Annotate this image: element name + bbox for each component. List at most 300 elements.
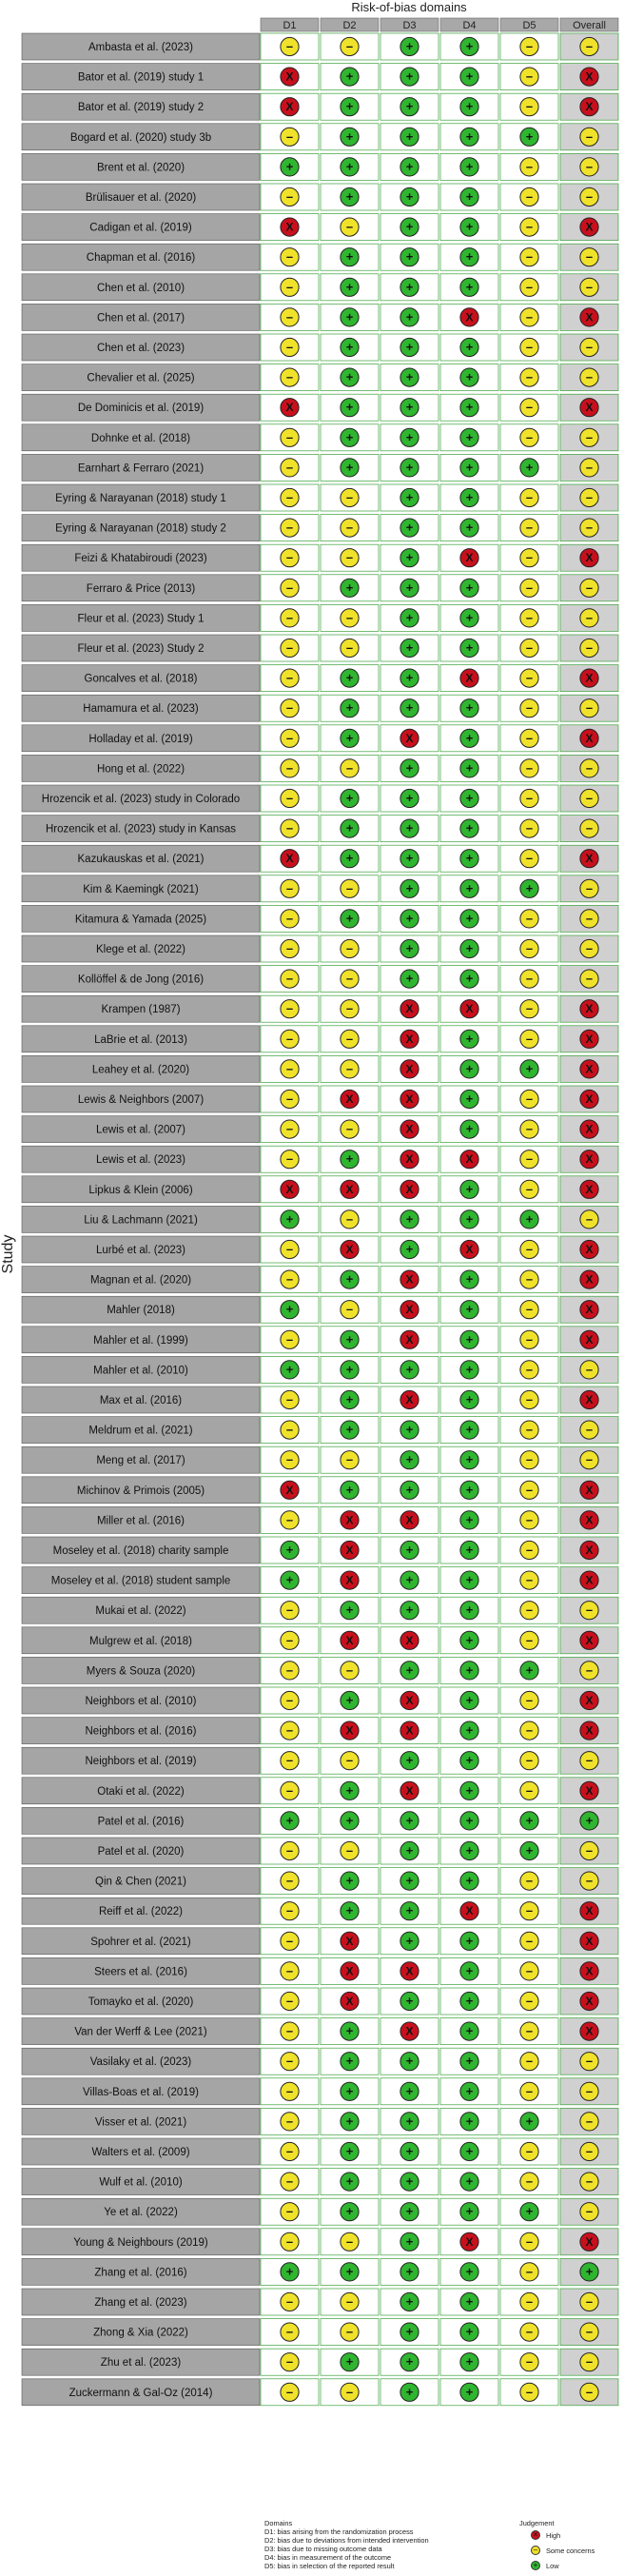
study-name: Otaki et al. (2022) xyxy=(97,1785,185,1798)
judgement-symbol: + xyxy=(465,490,474,504)
judgement-symbol: – xyxy=(345,941,354,955)
judgement-symbol: – xyxy=(525,1994,534,2008)
judgement-symbol: + xyxy=(285,159,294,174)
judgement-symbol: + xyxy=(585,1813,594,1828)
judgement-symbol: + xyxy=(465,39,474,53)
judgement-symbol: – xyxy=(525,2384,534,2399)
judgement-symbol: – xyxy=(285,1091,294,1106)
judgement-symbol: – xyxy=(345,1302,354,1317)
judgement-symbol: + xyxy=(345,1903,354,1918)
judgement-symbol: – xyxy=(585,1452,594,1467)
study-name: Chevalier et al. (2025) xyxy=(87,372,195,384)
judgement-symbol: + xyxy=(405,219,414,234)
judgement-symbol: – xyxy=(285,2173,294,2189)
judgement-symbol: – xyxy=(525,730,534,745)
judgement-symbol: – xyxy=(525,580,534,595)
judgement-symbol: + xyxy=(405,400,414,415)
judgement-symbol: + xyxy=(405,1873,414,1888)
judgement-symbol: + xyxy=(405,2354,414,2370)
legend-domain-d5: D5: bias in selection of the reported result xyxy=(264,2562,395,2570)
judgement-symbol: + xyxy=(345,911,354,926)
judgement-symbol: + xyxy=(345,820,354,836)
study-row xyxy=(22,725,618,752)
judgement-symbol: – xyxy=(525,1452,534,1467)
study-row xyxy=(22,2289,618,2315)
judgement-symbol: – xyxy=(285,791,294,805)
judgement-symbol: + xyxy=(405,2204,414,2219)
judgement-symbol: X xyxy=(405,1303,414,1317)
judgement-symbol: + xyxy=(345,1422,354,1437)
judgement-symbol: + xyxy=(465,1302,474,1317)
study-name: Earnhart & Ferraro (2021) xyxy=(77,462,205,475)
study-name: Moseley et al. (2018) charity sample xyxy=(52,1545,229,1557)
judgement-symbol: X xyxy=(585,1964,594,1978)
judgement-symbol: + xyxy=(465,580,474,595)
judgement-symbol: – xyxy=(285,490,294,504)
judgement-symbol: – xyxy=(585,369,594,384)
judgement-symbol: + xyxy=(345,1693,354,1707)
judgement-symbol: X xyxy=(345,1723,354,1738)
study-name: Lipkus & Klein (2006) xyxy=(88,1184,193,1196)
judgement-symbol: – xyxy=(285,39,294,53)
judgement-symbol: + xyxy=(525,2204,534,2219)
judgement-symbol: – xyxy=(285,1662,294,1678)
judgement-symbol: X xyxy=(405,1633,414,1647)
judgement-symbol: – xyxy=(525,309,534,324)
judgement-symbol: – xyxy=(525,1001,534,1016)
judgement-symbol: X xyxy=(585,1122,594,1136)
judgement-symbol: – xyxy=(285,1452,294,1467)
judgement-symbol: + xyxy=(465,1693,474,1707)
judgement-symbol: + xyxy=(465,1392,474,1406)
judgement-symbol: X xyxy=(465,2234,474,2249)
judgement-symbol: X xyxy=(585,671,594,685)
study-row xyxy=(22,2319,618,2346)
judgement-symbol: X xyxy=(585,1092,594,1106)
judgement-symbol: – xyxy=(525,1151,534,1167)
judgement-symbol: + xyxy=(465,1933,474,1948)
study-name: Kitamura & Yamada (2025) xyxy=(74,914,207,926)
judgement-symbol: – xyxy=(525,2144,534,2158)
study-row xyxy=(22,995,618,1022)
judgement-symbol: – xyxy=(285,1632,294,1647)
judgement-symbol: – xyxy=(285,460,294,475)
study-name: Feizi & Khatabiroudi (2023) xyxy=(74,553,207,565)
judgement-symbol: – xyxy=(525,1091,534,1106)
judgement-symbol: + xyxy=(345,2264,354,2279)
study-name: Moseley et al. (2018) student sample xyxy=(50,1575,231,1587)
judgement-symbol: + xyxy=(405,2233,414,2249)
judgement-symbol: + xyxy=(465,460,474,475)
judgement-symbol: – xyxy=(285,1242,294,1256)
judgement-symbol: X xyxy=(405,731,414,745)
judgement-symbol: + xyxy=(405,2114,414,2129)
legend-domains-list xyxy=(264,2527,429,2570)
judgement-symbol: + xyxy=(465,1782,474,1798)
study-row xyxy=(22,1086,618,1112)
study-row xyxy=(22,1807,618,1834)
study-name: Brülisauer et al. (2020) xyxy=(85,192,197,204)
judgement-symbol: X xyxy=(465,1243,474,1256)
some-concerns-icon: – xyxy=(531,2546,540,2555)
judgement-symbol: + xyxy=(465,610,474,625)
judgement-symbol: + xyxy=(465,730,474,745)
judgement-symbol: – xyxy=(345,610,354,625)
judgement-symbol: + xyxy=(585,2264,594,2279)
judgement-symbol: + xyxy=(405,941,414,955)
judgement-symbol: + xyxy=(345,2054,354,2069)
judgement-symbol: + xyxy=(465,1994,474,2008)
study-name: Patel et al. (2016) xyxy=(97,1816,185,1828)
study-name: Zhang et al. (2016) xyxy=(94,2267,187,2279)
study-name: Lewis et al. (2023) xyxy=(96,1154,185,1167)
study-row xyxy=(22,1296,618,1323)
judgement-symbol: – xyxy=(285,610,294,625)
judgement-symbol: – xyxy=(285,1903,294,1918)
judgement-symbol: – xyxy=(585,340,594,354)
judgement-symbol: X xyxy=(405,1723,414,1738)
study-row xyxy=(22,1477,618,1504)
judgement-symbol: – xyxy=(585,1362,594,1377)
judgement-symbol: – xyxy=(345,1061,354,1076)
judgement-symbol: + xyxy=(405,760,414,776)
study-row xyxy=(22,1838,618,1864)
judgement-symbol: X xyxy=(345,1573,354,1587)
judgement-symbol: – xyxy=(585,2354,594,2370)
judgement-symbol: – xyxy=(285,1963,294,1978)
judgement-symbol: X xyxy=(345,1633,354,1647)
judgement-symbol: – xyxy=(285,1121,294,1136)
study-name: Neighbors et al. (2016) xyxy=(85,1725,197,1738)
study-name: Kollöffel & de Jong (2016) xyxy=(77,973,205,986)
judgement-symbol: + xyxy=(345,128,354,144)
judgement-symbol: + xyxy=(465,1843,474,1858)
judgement-symbol: – xyxy=(285,2114,294,2129)
judgement-symbol: – xyxy=(345,2384,354,2399)
study-name: Michinov & Primois (2005) xyxy=(76,1485,205,1497)
judgement-symbol: – xyxy=(585,2144,594,2158)
header-label-d1: D1 xyxy=(283,20,297,31)
judgement-symbol: – xyxy=(285,249,294,265)
judgement-symbol: – xyxy=(525,1632,534,1647)
study-row xyxy=(22,64,618,90)
study-row xyxy=(22,1206,618,1232)
judgement-symbol: + xyxy=(405,1603,414,1618)
judgement-symbol: + xyxy=(405,610,414,625)
study-row xyxy=(22,244,618,270)
judgement-symbol: X xyxy=(465,551,474,565)
judgement-symbol: X xyxy=(345,1544,354,1557)
judgement-symbol: + xyxy=(405,309,414,324)
judgement-symbol: + xyxy=(465,1211,474,1227)
judgement-symbol: + xyxy=(345,1813,354,1828)
judgement-symbol: + xyxy=(405,1452,414,1467)
judgement-grid xyxy=(22,33,618,2406)
study-name: Zhang et al. (2023) xyxy=(94,2297,187,2309)
judgement-symbol: + xyxy=(465,2173,474,2189)
judgement-symbol: + xyxy=(285,1543,294,1557)
judgement-symbol: + xyxy=(465,2054,474,2069)
judgement-symbol: + xyxy=(405,490,414,504)
judgement-symbol: – xyxy=(345,1121,354,1136)
study-name: Magnan et al. (2020) xyxy=(89,1274,192,1287)
judgement-symbol: – xyxy=(285,1061,294,1076)
study-row xyxy=(22,816,618,842)
study-row xyxy=(22,1386,618,1413)
judgement-symbol: + xyxy=(465,2114,474,2129)
judgement-symbol: X xyxy=(405,1964,414,1978)
judgement-symbol: + xyxy=(345,2354,354,2370)
judgement-symbol: + xyxy=(345,159,354,174)
study-name: Bogard et al. (2020) study 3b xyxy=(69,131,212,144)
judgement-symbol: + xyxy=(465,1061,474,1076)
judgement-symbol: – xyxy=(585,1843,594,1858)
judgement-symbol: – xyxy=(525,490,534,504)
judgement-symbol: + xyxy=(465,1181,474,1196)
study-name: Mukai et al. (2022) xyxy=(95,1605,186,1618)
study-name: Hrozencik et al. (2023) study in Kansas xyxy=(45,823,237,836)
judgement-symbol: – xyxy=(285,1722,294,1738)
judgement-symbol: + xyxy=(405,2054,414,2069)
judgement-symbol: + xyxy=(405,1933,414,1948)
judgement-symbol: + xyxy=(465,2023,474,2038)
judgement-symbol: – xyxy=(585,520,594,535)
judgement-symbol: – xyxy=(285,911,294,926)
study-name: Holladay et al. (2019) xyxy=(88,733,193,745)
judgement-symbol: + xyxy=(405,279,414,294)
judgement-symbol: + xyxy=(405,640,414,655)
judgement-symbol: + xyxy=(345,2114,354,2129)
judgement-symbol: + xyxy=(465,1271,474,1287)
judgement-symbol: – xyxy=(525,1963,534,1978)
study-row xyxy=(22,274,618,301)
judgement-symbol: + xyxy=(345,1151,354,1167)
judgement-symbol: – xyxy=(345,39,354,53)
judgement-symbol: X xyxy=(405,1272,414,1287)
judgement-symbol: + xyxy=(405,1242,414,1256)
judgement-symbol: + xyxy=(465,1572,474,1587)
study-name: Lewis et al. (2007) xyxy=(96,1124,185,1136)
study-name: Cadigan et al. (2019) xyxy=(89,222,192,234)
judgement-symbol: X xyxy=(405,1513,414,1527)
legend-high-row xyxy=(531,2529,560,2541)
study-name: Chen et al. (2023) xyxy=(96,343,185,354)
judgement-symbol: – xyxy=(525,791,534,805)
judgement-symbol: + xyxy=(345,730,354,745)
judgement-symbol: + xyxy=(405,460,414,475)
judgement-symbol: – xyxy=(585,610,594,625)
judgement-symbol: – xyxy=(345,550,354,565)
judgement-symbol: + xyxy=(405,851,414,866)
judgement-symbol: – xyxy=(525,2233,534,2249)
judgement-symbol: X xyxy=(585,1995,594,2008)
judgement-symbol: – xyxy=(525,1693,534,1707)
study-row xyxy=(22,1657,618,1683)
judgement-symbol: X xyxy=(345,1092,354,1106)
judgement-symbol: X xyxy=(465,1904,474,1918)
judgement-symbol: – xyxy=(345,640,354,655)
study-name: Chen et al. (2017) xyxy=(96,312,185,324)
judgement-symbol: + xyxy=(345,1362,354,1377)
study-name: Meldrum et al. (2021) xyxy=(88,1425,193,1437)
study-row xyxy=(22,184,618,210)
judgement-symbol: X xyxy=(585,1002,594,1016)
judgement-symbol: + xyxy=(525,2114,534,2129)
judgement-symbol: + xyxy=(465,1031,474,1046)
high-icon: × xyxy=(531,2530,540,2540)
judgement-symbol: – xyxy=(285,1512,294,1527)
judgement-symbol: + xyxy=(465,429,474,444)
judgement-symbol: + xyxy=(465,1091,474,1106)
judgement-symbol: + xyxy=(465,2144,474,2158)
study-name: Dohnke et al. (2018) xyxy=(90,432,191,444)
judgement-symbol: – xyxy=(285,2083,294,2098)
study-name: Eyring & Narayanan (2018) study 1 xyxy=(55,493,226,504)
judgement-symbol: + xyxy=(405,2384,414,2399)
judgement-symbol: + xyxy=(405,2324,414,2339)
judgement-symbol: + xyxy=(405,159,414,174)
study-name: Mahler et al. (2010) xyxy=(93,1365,188,1377)
judgement-symbol: – xyxy=(285,1151,294,1167)
judgement-symbol: – xyxy=(285,1933,294,1948)
study-row xyxy=(22,695,618,721)
judgement-symbol: – xyxy=(285,1753,294,1768)
judgement-symbol: – xyxy=(525,39,534,53)
judgement-symbol: X xyxy=(405,2024,414,2038)
study-name: Chapman et al. (2016) xyxy=(86,252,196,265)
judgement-symbol: – xyxy=(525,1903,534,1918)
judgement-symbol: + xyxy=(405,2173,414,2189)
study-name: Zhong & Xia (2022) xyxy=(93,2327,188,2339)
study-name: De Dominicis et al. (2019) xyxy=(77,403,205,415)
judgement-symbol: – xyxy=(285,1422,294,1437)
judgement-symbol: + xyxy=(465,1452,474,1467)
judgement-symbol: – xyxy=(585,2204,594,2219)
study-name: Klege et al. (2022) xyxy=(96,944,185,955)
study-row xyxy=(22,334,618,361)
study-row xyxy=(22,665,618,692)
study-name: Lewis & Neighbors (2007) xyxy=(77,1094,205,1106)
judgement-symbol: + xyxy=(345,2204,354,2219)
legend-low-label: Low xyxy=(546,2561,559,2570)
study-row xyxy=(22,1718,618,1744)
study-name: Max et al. (2016) xyxy=(99,1395,183,1406)
judgement-symbol: – xyxy=(285,730,294,745)
study-row xyxy=(22,1988,618,2015)
judgement-symbol: + xyxy=(465,2083,474,2098)
judgement-symbol: – xyxy=(525,1181,534,1196)
judgement-symbol: + xyxy=(465,1662,474,1678)
judgement-symbol: + xyxy=(465,1753,474,1768)
judgement-symbol: + xyxy=(465,1422,474,1437)
study-row xyxy=(22,1417,618,1444)
judgement-symbol: + xyxy=(345,1782,354,1798)
judgement-symbol: – xyxy=(285,279,294,294)
judgement-symbol: + xyxy=(345,1873,354,1888)
study-name: Kim & Kaemingk (2021) xyxy=(83,883,199,895)
judgement-symbol: – xyxy=(345,2294,354,2309)
judgement-symbol: – xyxy=(285,1392,294,1406)
judgement-symbol: + xyxy=(345,670,354,685)
judgement-symbol: + xyxy=(405,249,414,265)
judgement-symbol: + xyxy=(405,700,414,716)
study-row xyxy=(22,1267,618,1293)
study-name: Villas-Boas et al. (2019) xyxy=(83,2086,199,2098)
judgement-symbol: – xyxy=(525,1572,534,1587)
judgement-symbol: + xyxy=(465,189,474,204)
judgement-symbol: – xyxy=(585,429,594,444)
judgement-symbol: + xyxy=(405,820,414,836)
study-row xyxy=(22,124,618,150)
judgement-symbol: + xyxy=(345,429,354,444)
judgement-symbol: X xyxy=(585,1152,594,1167)
judgement-symbol: + xyxy=(405,1482,414,1497)
judgement-symbol: + xyxy=(465,279,474,294)
judgement-symbol: X xyxy=(585,852,594,866)
judgement-symbol: – xyxy=(585,971,594,986)
judgement-symbol: X xyxy=(405,1783,414,1798)
judgement-symbol: + xyxy=(345,1271,354,1287)
judgement-symbol: – xyxy=(525,69,534,84)
judgement-symbol: – xyxy=(585,820,594,836)
judgement-symbol: + xyxy=(405,2083,414,2098)
judgement-symbol: X xyxy=(285,100,294,114)
judgement-symbol: – xyxy=(345,2233,354,2249)
study-row xyxy=(22,1446,618,1473)
judgement-symbol: – xyxy=(525,369,534,384)
judgement-symbol: – xyxy=(285,1331,294,1347)
legend-domain-d4: D4: bias in measurement of the outcome xyxy=(264,2553,392,2562)
judgement-symbol: – xyxy=(525,159,534,174)
judgement-symbol: – xyxy=(345,1452,354,1467)
judgement-symbol: + xyxy=(405,1994,414,2008)
study-row xyxy=(22,845,618,872)
judgement-symbol: – xyxy=(345,1211,354,1227)
judgement-symbol: – xyxy=(525,1242,534,1256)
judgement-symbol: + xyxy=(465,99,474,114)
judgement-symbol: – xyxy=(585,880,594,895)
judgement-symbol: – xyxy=(525,1362,534,1377)
judgement-symbol: – xyxy=(525,2264,534,2279)
y-axis-label: Study xyxy=(0,1234,16,1274)
judgement-symbol: + xyxy=(405,971,414,986)
judgement-symbol: X xyxy=(585,1904,594,1918)
judgement-symbol: + xyxy=(345,2173,354,2189)
judgement-symbol: X xyxy=(585,1544,594,1557)
judgement-symbol: – xyxy=(585,460,594,475)
judgement-symbol: – xyxy=(525,2083,534,2098)
judgement-symbol: – xyxy=(285,2294,294,2309)
judgement-symbol: – xyxy=(525,520,534,535)
judgement-symbol: – xyxy=(585,128,594,144)
judgement-symbol: – xyxy=(285,1994,294,2008)
judgement-symbol: – xyxy=(585,2083,594,2098)
judgement-symbol: X xyxy=(585,310,594,324)
judgement-symbol: + xyxy=(345,580,354,595)
study-row xyxy=(22,2108,618,2134)
judgement-symbol: – xyxy=(585,1753,594,1768)
study-row xyxy=(22,2018,618,2045)
judgement-symbol: – xyxy=(585,2114,594,2129)
judgement-symbol: – xyxy=(345,1753,354,1768)
judgement-symbol: + xyxy=(525,1211,534,1227)
judgement-symbol: – xyxy=(525,400,534,415)
judgement-symbol: + xyxy=(345,309,354,324)
judgement-symbol: + xyxy=(345,791,354,805)
judgement-symbol: + xyxy=(405,1662,414,1678)
judgement-symbol: – xyxy=(285,309,294,324)
judgement-symbol: + xyxy=(285,1362,294,1377)
